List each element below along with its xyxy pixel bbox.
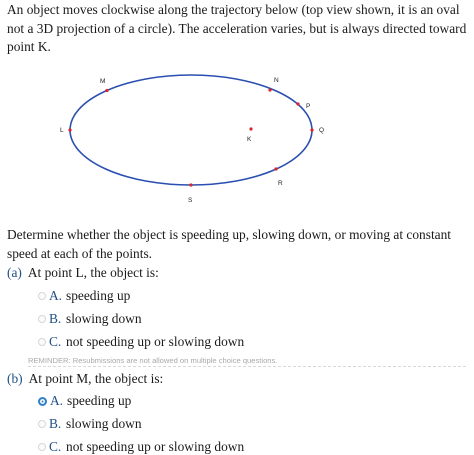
point-r-label: R: [278, 180, 283, 187]
option-letter: A.: [50, 393, 64, 408]
option-letter: C.: [49, 334, 62, 349]
point-q-dot: [310, 128, 313, 131]
part-a-prompt: [7, 265, 159, 281]
part-a-option-b-radio[interactable]: [38, 315, 46, 323]
option-label: slowing down: [66, 416, 142, 431]
part-b-option-c[interactable]: [38, 439, 244, 455]
point-q-label: Q: [319, 127, 325, 134]
problem-intro: An object moves clockwise along the trajectory below (top view shown, it is an oval not a 3D projection of a circle). The acceleration varies, but is always directed toward point K.: [7, 2, 467, 54]
option-letter: C.: [49, 439, 62, 454]
point-k-dot: [249, 127, 252, 130]
part-b-letter: (b): [7, 371, 23, 386]
part-b-option-c-radio[interactable]: [38, 443, 46, 451]
point-r-dot: [274, 167, 277, 170]
part-a-letter: (a): [7, 265, 22, 280]
part-a-option-a[interactable]: [38, 288, 130, 304]
option-label: not speeding up or slowing down: [66, 439, 245, 454]
part-b-option-a-radio[interactable]: [38, 397, 47, 406]
option-label: not speeding up or slowing down: [66, 334, 245, 349]
point-p-dot: [296, 102, 299, 105]
part-a-prompt-text: At point L, the object is:: [27, 265, 159, 280]
point-m-dot: [105, 89, 108, 92]
point-m-label: M: [100, 78, 106, 85]
part-b-option-b-radio[interactable]: [38, 420, 46, 428]
option-letter: B.: [49, 311, 62, 326]
point-l-label: L: [60, 127, 64, 134]
part-b-prompt: [7, 371, 163, 387]
part-a-option-a-radio[interactable]: [38, 292, 46, 300]
option-label: speeding up: [66, 288, 131, 303]
point-s-label: S: [188, 197, 193, 204]
point-n-label: N: [274, 77, 279, 84]
question-text: Determine whether the object is speeding up, slowing down, or moving at constant speed at each of the points.: [7, 227, 452, 261]
part-a-option-c[interactable]: [38, 334, 244, 350]
part-b-option-b[interactable]: [38, 416, 142, 432]
point-p-label: P: [306, 103, 311, 110]
point-s-dot: [189, 183, 192, 186]
point-n-dot: [268, 88, 271, 91]
point-l-dot: [68, 128, 71, 131]
option-letter: A.: [49, 288, 63, 303]
option-label: slowing down: [66, 311, 142, 326]
resubmission-reminder: REMINDER: Resubmissions are not allowed on multiple choice questions.: [28, 356, 466, 367]
point-k-label: K: [247, 136, 252, 143]
option-letter: B.: [49, 416, 62, 431]
part-a-option-b[interactable]: [38, 311, 142, 327]
option-label: speeding up: [67, 393, 132, 408]
trajectory-figure: [0, 68, 474, 208]
part-b-option-a[interactable]: [38, 393, 131, 409]
part-b-prompt-text: At point M, the object is:: [28, 371, 164, 386]
part-a-option-c-radio[interactable]: [38, 338, 46, 346]
